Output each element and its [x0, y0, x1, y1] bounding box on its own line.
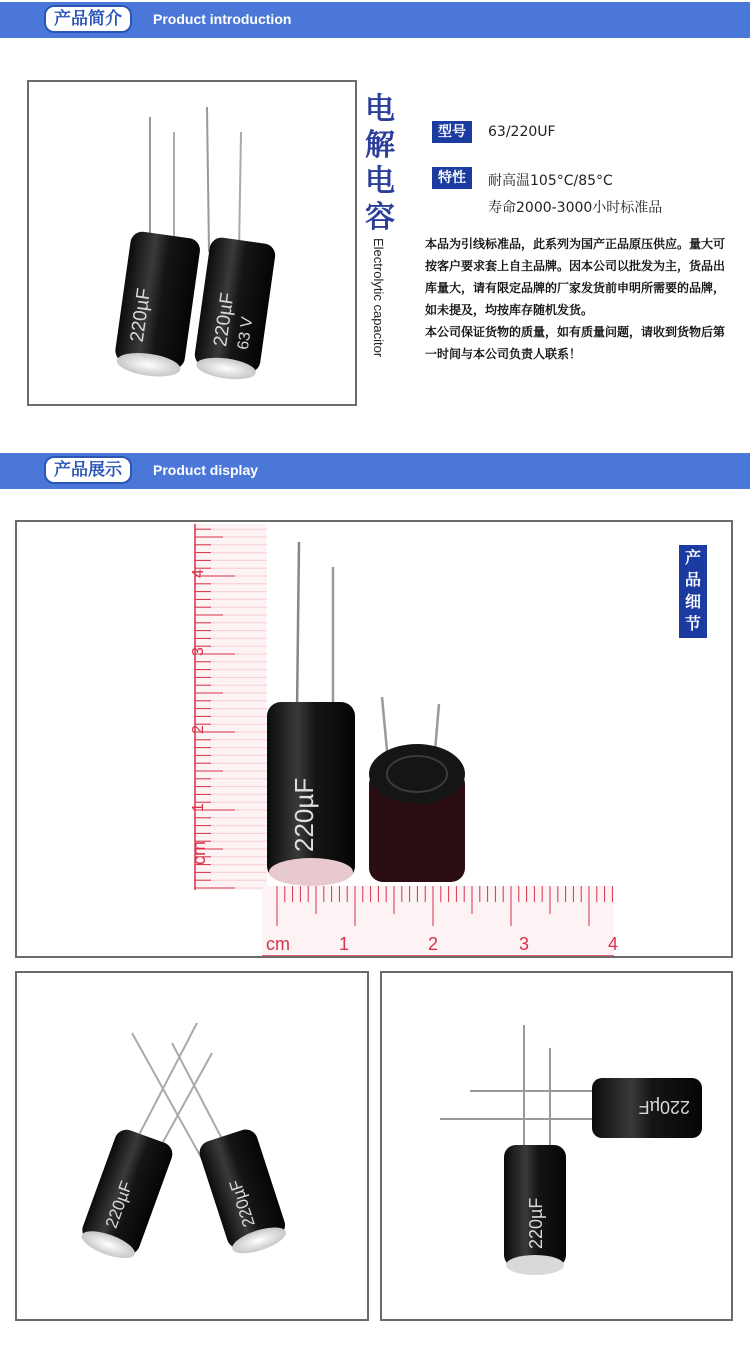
capacitor-crossed-image	[17, 973, 367, 1319]
product-photo-ruler	[15, 520, 733, 958]
product-description	[425, 233, 725, 365]
feature-line-1: 耐高温105°C/85°C	[488, 173, 613, 189]
ruler-tick-label: 1	[339, 934, 350, 954]
ruler-tick-label: 2	[428, 934, 439, 954]
intro-banner-subtitle: Product introduction	[153, 11, 292, 27]
capacitor-label: 220µF	[101, 1178, 137, 1231]
capacitor-voltage: 63 V	[234, 315, 257, 351]
ruler-unit-label: cm	[266, 934, 290, 954]
model-tag: 型号	[432, 121, 472, 143]
description-paragraph: 本品为引线标准品，此系列为国产正品原压供应。量大可按客户要求套上自主品牌。因本公司以批发为主，货品出库量大，请有限定品牌的厂家发货前申明所需要的品牌，如未提及，均按库存随机发货。	[425, 237, 726, 317]
product-title-char: 容	[365, 200, 395, 235]
capacitor-label: 220µF	[210, 291, 239, 348]
detail-badge-char: 品	[684, 570, 701, 589]
ruler-tick-label: 4	[190, 569, 207, 578]
product-title-char: 电	[365, 164, 395, 199]
detail-badge-char: 细	[684, 592, 701, 611]
detail-badge	[679, 545, 707, 638]
detail-badge-char: 产	[684, 548, 701, 567]
capacitor-pair-image	[29, 82, 355, 404]
product-photo-crossed	[15, 971, 369, 1321]
product-title-char: 电	[365, 92, 395, 127]
product-photo-stacked	[380, 971, 733, 1321]
capacitor-label: 220µF	[225, 1177, 259, 1230]
product-photo-main	[27, 80, 357, 406]
product-title	[365, 92, 403, 236]
capacitor-label: 220µF	[126, 286, 156, 344]
model-value: 63/220UF	[488, 124, 556, 140]
capacitor-label: 220µF	[638, 1097, 690, 1117]
intro-banner-title: 产品简介	[44, 5, 132, 33]
product-title-char: 解	[365, 128, 395, 163]
ruler-image	[17, 522, 731, 956]
capacitor-label: 220µF	[289, 777, 319, 852]
ruler-unit-label: cm	[189, 841, 209, 865]
display-banner-subtitle: Product display	[153, 462, 259, 478]
ruler-tick-label: 3	[190, 647, 207, 656]
display-banner-title: 产品展示	[44, 456, 132, 484]
capacitor-label: 220µF	[526, 1197, 546, 1249]
ruler-tick-label: 4	[608, 934, 619, 954]
description-paragraph: 本公司保证货物的质量，如有质量问题，请收到货物后第一时间与本公司负责人联系！	[425, 325, 726, 361]
capacitor-stacked-image	[382, 973, 731, 1319]
ruler-tick-label: 1	[190, 803, 207, 812]
ruler-tick-label: 3	[519, 934, 530, 954]
feature-tag: 特性	[432, 167, 472, 189]
detail-badge-char: 节	[684, 614, 701, 633]
display-banner	[0, 453, 750, 489]
product-title-english: Electrolytic capacitor	[371, 238, 386, 358]
ruler-tick-label: 2	[190, 725, 207, 734]
feature-line-2: 寿命2000-3000小时标准品	[488, 200, 663, 216]
intro-banner	[0, 2, 750, 38]
